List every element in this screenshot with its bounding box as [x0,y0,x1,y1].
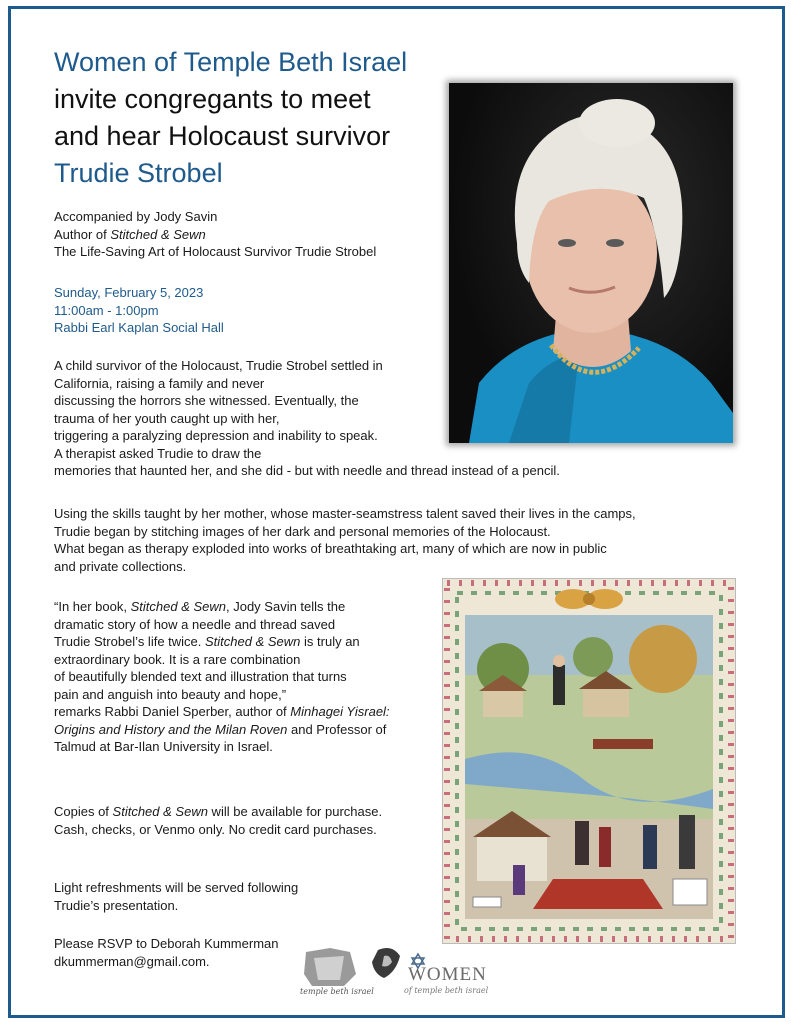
event-location: Rabbi Earl Kaplan Social Hall [54,320,224,335]
tapestry-artwork [442,578,736,944]
story-line: discussing the horrors she witnessed. Eventually, the [54,393,359,408]
story-line: A child survivor of the Holocaust, Trudie Strobel settled in [54,358,383,373]
story-line: A therapist asked Trudie to draw the [54,445,262,461]
story-line: triggering a paralyzing depression and inability to speak. [54,428,378,443]
temple-logo-text: temple beth israel [300,987,374,996]
event-details [54,284,224,337]
tapestry-illustration [443,579,735,943]
rsvp-email: dkummerman@gmail.com. [54,953,210,969]
story-line: California, raising a family and never [54,375,265,391]
skills-paragraph [54,505,636,575]
quote-paragraph: “In her book, Stitched & Sewn, Jody Savin tells the dramatic story of how a needle and thread saved Trudie Strobel’s life twice. Stitched & Sewn is truly an extraordinary book. It is a rare combination of beautifully blended text and illustration that turns pain and anguish into beauty and hope,” remarks Rabbi Daniel Sperber, author of Minhagei Yisrael: Origins and History and the Milan Roven and Professor of Talmud at Bar-Ilan University in Israel. [54,599,390,754]
skills-line: What began as therapy exploded into works of breathtaking art, many of which are now in public [54,541,607,556]
title-line-4: Trudie Strobel [54,158,223,188]
purchase-info: Copies of Stitched & Sewn will be available for purchase. Cash, checks, or Venmo only. No credit card purchases. [54,804,383,837]
event-time: 11:00am - 1:00pm [54,302,159,318]
skills-line: and private collections. [54,558,187,574]
intro-block [54,208,376,261]
page-title [54,44,474,192]
title-line-2: invite congregants to meet [54,84,371,114]
book-title: Stitched & Sewn [110,226,206,242]
portrait-illustration [449,83,733,443]
title-line-1: Women of Temple Beth Israel [54,47,408,77]
title-line-3: and hear Holocaust survivor [54,121,391,151]
story-line: memories that haunted her, and she did - but with needle and thread instead of a pencil. [54,463,560,478]
skills-line: Using the skills taught by her mother, whose master-seamstress talent saved their lives in the camps, [54,506,636,521]
skills-line: Trudie began by stitching images of her dark and personal memories of the Holocaust. [54,523,551,539]
footer-logos [300,944,500,1002]
rsvp-info: Please RSVP to Deborah Kummerman dkummerman@gmail.com. [54,936,279,969]
book-subtitle: The Life-Saving Art of Holocaust Survivor Trudie Strobel [54,244,377,259]
story-line: trauma of her youth caught up with her, [54,410,280,426]
women-logo-word: WOMEN [408,964,487,985]
refreshments-info: Light refreshments will be served following Trudie’s presentation. [54,880,299,913]
event-date: Sunday, February 5, 2023 [54,285,204,300]
women-logo-sub: of temple beth israel [404,986,489,995]
author-of: Author of Stitched & Sewn [54,226,206,242]
accompanied-by: Accompanied by Jody Savin [54,209,218,224]
portrait-photo [449,83,733,443]
